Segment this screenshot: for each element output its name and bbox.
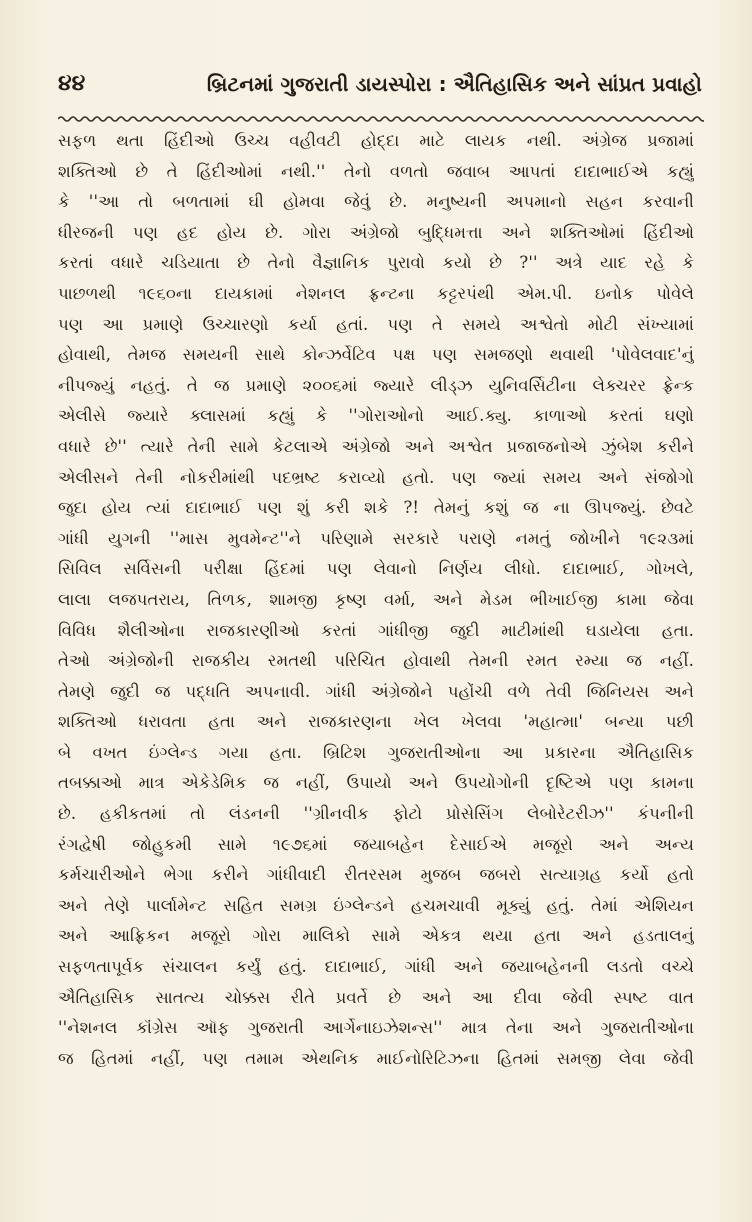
text-line: એલીસને તેની નોકરીમાંથી પદભ્રષ્ટ કરાવ્યો હતો. પણ જ્યાં સમય અને સંજોગો bbox=[58, 467, 694, 487]
text-line: જ હિતમાં નહીં, પણ તમામ એથનિક માઈનોરિટિઝના હિતમાં સમજી લેવા જેવી bbox=[58, 1048, 694, 1068]
text-line: સિવિલ સર્વિસની પરીક્ષા હિંદમાં પણ લેવાનો નિર્ણય લીધો. દાદાભાઈ, ગોખલે, bbox=[58, 559, 694, 579]
wavy-rule-icon bbox=[58, 114, 704, 123]
text-line: સફળ થતા હિંદીઓ ઉચ્ચ વહીવટી હોદ્દા માટે લાયક નથી. અંગ્રેજ પ્રજામાં bbox=[58, 131, 694, 150]
text-line: શક્તિઓ ધરાવતા હતા અને રાજકારણના ખેલ ખેલવા 'મહાત્મા' બન્યા પછી bbox=[58, 712, 694, 732]
text-line: ''નેશનલ કૉંગ્રેસ ઑફ ગુજરાતી આર્ગેનાઇઝેશન્સ'' માત્ર તેના અને ગુજરાતીઓના bbox=[58, 1018, 694, 1038]
text-line: પણ આ પ્રમાણે ઉચ્ચારણો કર્યા હતાં. પણ તે સમયે અશ્વેતો મોટી સંખ્યામાં bbox=[58, 314, 694, 334]
text-line: કે ''આ તો બળતામાં ઘી હોમવા જેવું છે. મનુષ્યની અપમાનો સહન કરવાની bbox=[58, 192, 694, 212]
text-line: અને તેણે પાર્લામેન્ટ સહિત સમગ્ર ઇંગ્લેન્ડને હચમચાવી મૂક્યું હતું. તેમાં એશિયન bbox=[58, 895, 694, 915]
running-title: બ્રિટનમાં ગુજરાતી ડાયસ્પોરા : ઐતિહાસિક અને સાંપ્રત પ્રવાહો bbox=[206, 72, 702, 96]
text-line: તેઓ અંગ્રેજોની રાજકીય રમતથી પરિચિત હોવાથી તેમની રમત રમ્યા જ નહીં. bbox=[58, 651, 694, 671]
text-line: કર્મચારીઓને ભેગા કરીને ગાંધીવાદી રીતરસમ મુજબ જબરો સત્યાગ્રહ કર્યો હતો bbox=[58, 865, 694, 885]
ornamental-divider bbox=[58, 111, 704, 123]
text-line: સફળતાપૂર્વક સંચાલન કર્યું હતું. દાદાભાઈ, ગાંધી અને જયાબહેનની લડતો વચ્ચે bbox=[58, 957, 694, 977]
text-line: તેમણે જુદી જ પદ્ધતિ અપનાવી. ગાંધી અંગ્રેજોને પહોંચી વળે તેવી જિનિયસ અને bbox=[58, 681, 694, 701]
text-line: વિવિધ શૈલીઓના રાજકારણીઓ કરતાં ગાંધીજી જુદી માટીમાંથી ઘડાયેલા હતા. bbox=[58, 620, 694, 640]
text-line: એલીસે જ્યારે ક્લાસમાં કહ્યું કે ''ગોરાઓનો આઈ.ક્યુ. કાળાઓ કરતાં ઘણો bbox=[58, 406, 694, 426]
text-line: ધીરજની પણ હદ હોય છે. ગોરા અંગ્રેજો બુદ્ધિમત્તા અને શક્તિઓમાં હિંદીઓ bbox=[58, 222, 694, 242]
text-line: કરતાં વધારે ચડિયાતા છે તેનો વૈજ્ઞાનિક પુરાવો કયો છે ?'' અત્રે યાદ રહે કે bbox=[58, 253, 694, 273]
text-line: ગાંધી યુગની ''માસ મુવમેન્ટ''ને પરિણામે સરકારે પરાણે નમતું જોખીને ૧૯૨૩માં bbox=[58, 528, 694, 548]
text-line: તબક્કાઓ માત્ર એકેડેમિક જ નહીં, ઉપાયો અને ઉપયોગોની દૃષ્ટિએ પણ કામના bbox=[58, 773, 694, 793]
body-text bbox=[58, 126, 694, 1156]
page-header bbox=[58, 62, 706, 102]
text-line: નીપજ્યું નહતું. તે જ પ્રમાણે ૨૦૦૬માં જ્યારે લીડ્ઝ યુનિવર્સિટીના લેક્ચરર ફ્રેન્ક bbox=[58, 375, 694, 395]
text-line: રંગદ્વેષી જોહુકમી સામે ૧૯૭૬માં જયાબહેન દેસાઈએ મજૂરો અને અન્ય bbox=[58, 834, 694, 854]
text-line: અને આફ્રિકન મજૂરો ગોરા માલિકો સામે એકત્ર થયા હતા અને હડતાલનું bbox=[58, 926, 694, 946]
text-line: જુદા હોય ત્યાં દાદાભાઈ પણ શું કરી શકે ?! તેમનું કશું જ ના ઊપજ્યું. છેવટે bbox=[58, 498, 694, 518]
text-line: શક્તિઓ છે તે હિંદીઓમાં નથી.'' તેનો વળતો જવાબ આપતાં દાદાભાઈએ કહ્યું bbox=[58, 161, 694, 181]
text-line: હોવાથી, તેમજ સમયની સાથે કોન્ઝર્વેટિવ પક્ષ પણ સમજણો થવાથી 'પોવેલવાદ'નું bbox=[58, 345, 694, 365]
text-line: વધારે છે'' ત્યારે તેની સામે કેટલાએ અંગ્રેજો અને અશ્વેત પ્રજાજનોએ ઝુંબેશ કરીને bbox=[58, 436, 694, 456]
text-line: લાલા લજપતરાય, તિળક, શામજી કૃષ્ણ વર્મા, અને મેડમ ભીખાઈજી કામા જેવા bbox=[58, 589, 694, 609]
text-line: ઐતિહાસિક સાતત્ય ચોક્કસ રીતે પ્રવર્તે છે અને આ દીવા જેવી સ્પષ્ટ વાત bbox=[58, 987, 694, 1007]
text-line: બે વખત ઇંગ્લેન્ડ ગયા હતા. બ્રિટિશ ગુજરાતીઓના આ પ્રકારના ઐતિહાસિક bbox=[58, 742, 694, 762]
page-number: ૪૪ bbox=[58, 71, 86, 96]
text-line: પાછળથી ૧૯૬૦ના દાયકામાં નેશનલ ફ્રન્ટના કટ્ટરપંથી એમ.પી. ઇનોક પોવેલે bbox=[58, 283, 694, 303]
text-line: છે. હકીકતમાં તો લંડનની ''ગ્રીનવીક ફોટો પ્રોસેસિંગ લેબોરેટરીઝ'' કંપનીની bbox=[58, 804, 694, 824]
